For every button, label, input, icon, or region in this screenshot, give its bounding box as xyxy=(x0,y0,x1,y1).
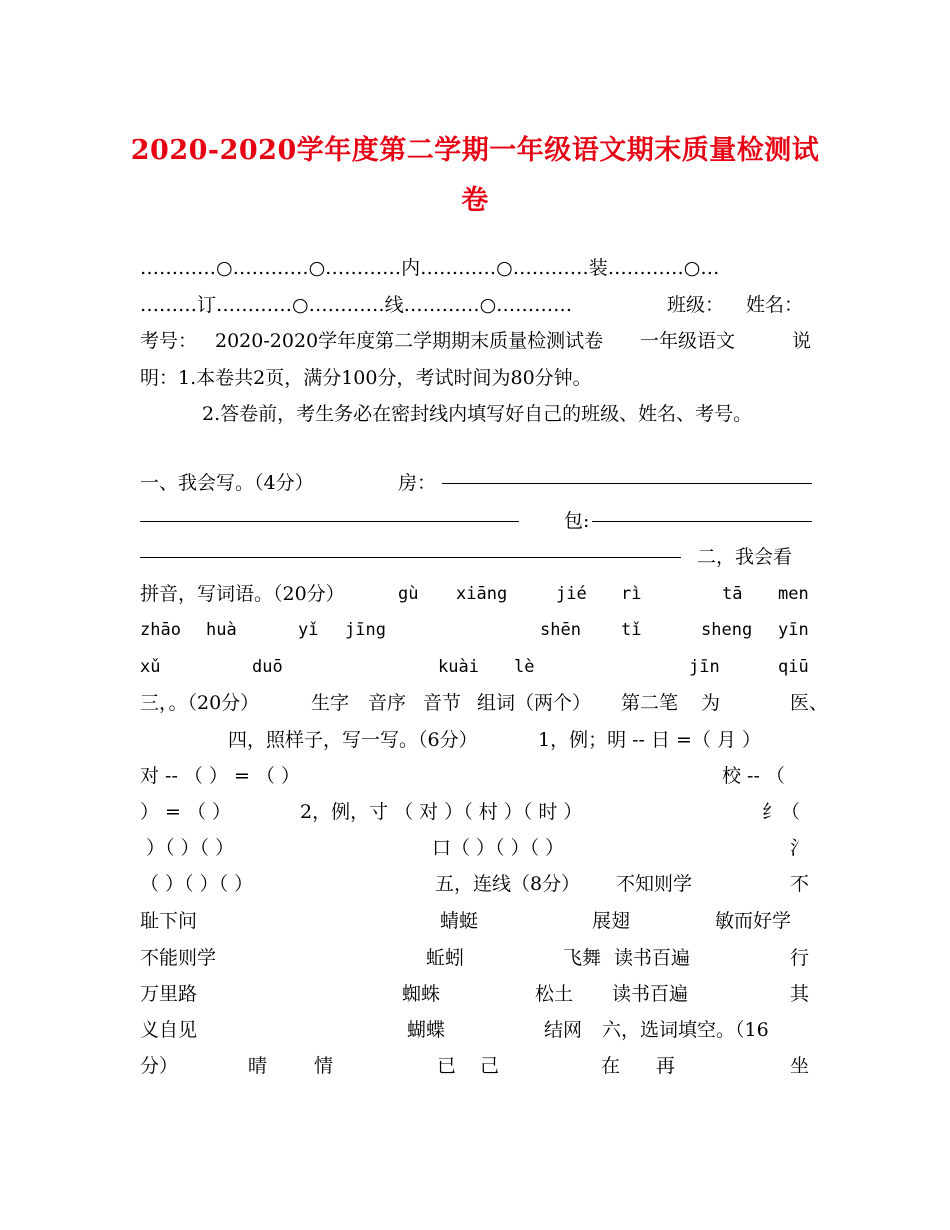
match-item: 不 xyxy=(790,873,810,895)
section-6-line-2 xyxy=(140,1048,812,1084)
word-choice: 晴 xyxy=(248,1055,268,1077)
match-item: 敏而好学 xyxy=(715,910,792,932)
pinyin-line-2 xyxy=(140,612,812,648)
subject-label: 一年级语文 xyxy=(640,330,736,352)
section-4-line-2 xyxy=(140,758,812,794)
pinyin: yǐ xyxy=(298,620,319,640)
pinyin-line-1 xyxy=(140,576,812,612)
exercise-text: 氵 xyxy=(790,837,810,859)
seal-line-2 xyxy=(140,287,812,323)
seal-line-text: ………订…………○…………线…………○………… xyxy=(140,294,573,316)
match-item: 读书百遍 xyxy=(612,983,689,1005)
seal-line-text: …………○…………○…………内…………○…………装…………○… xyxy=(140,257,720,279)
instruction-2 xyxy=(140,396,812,432)
pinyin: men xyxy=(778,584,809,604)
exam-title: 2020-2020学年度第二学期期末质量检测试卷 xyxy=(215,330,604,352)
section-5-line-2 xyxy=(140,903,812,939)
pinyin: gù xyxy=(398,584,419,604)
pinyin: yīn xyxy=(778,620,809,640)
word-choice: 己 xyxy=(480,1055,500,1077)
match-item: 松土 xyxy=(535,983,574,1005)
section-4-line-3 xyxy=(140,794,812,830)
instruction-1 xyxy=(140,360,812,396)
pinyin: sheng xyxy=(701,620,753,640)
section-4-heading: 四，照样子，写一写。（6分） xyxy=(228,729,478,751)
match-item: 其 xyxy=(790,983,810,1005)
pinyin: duō xyxy=(252,657,283,677)
exercise-text: （ ）（ ）（ ） xyxy=(140,873,254,895)
pinyin: rì xyxy=(621,584,642,604)
pinyin: jié xyxy=(556,584,587,604)
section-6-line xyxy=(140,1012,812,1048)
section-3-line xyxy=(140,685,829,721)
match-item: 飞舞 xyxy=(563,947,602,969)
match-item: 蜘蛛 xyxy=(402,983,441,1005)
col-header: 音节 xyxy=(423,692,462,714)
pinyin: kuài xyxy=(438,657,479,677)
answer-blank[interactable] xyxy=(140,539,681,576)
exercise-text: 校 -- （ xyxy=(722,765,785,787)
section-3-heading: 三，。（20分） xyxy=(140,692,260,714)
page-title: 2020-2020学年度第二学期一年级语文期末质量检测试 xyxy=(130,135,820,166)
exam-number-label: 考号： xyxy=(140,330,198,352)
word-choice: 再 xyxy=(656,1055,676,1077)
pinyin: qiū xyxy=(778,657,809,677)
instruction-text: 2.答卷前，考生务必在密封线内填写好自己的班级、姓名、考号。 xyxy=(202,403,753,425)
match-item: 蝴蝶 xyxy=(407,1019,446,1041)
exercise-text: 对 -- （ ） = （ ） xyxy=(140,765,300,787)
page-title-continued: 卷 xyxy=(461,185,489,216)
class-label: 班级： xyxy=(667,294,725,316)
section-4-line xyxy=(140,722,812,758)
section-2-heading-cont: 拼音，写词语。（20分） xyxy=(140,583,345,605)
seal-line-1 xyxy=(140,250,812,286)
col-header: 第二笔 xyxy=(621,692,679,714)
pinyin: tǐ xyxy=(621,620,642,640)
pinyin: huà xyxy=(206,620,237,640)
instruction-text: 明：1.本卷共2页，满分100分，考试时间为80分钟。 xyxy=(140,367,592,389)
example-text: 1，例；明 -- 日 =（ 月 ） xyxy=(538,729,762,751)
word-choice: 情 xyxy=(314,1055,334,1077)
name-label: 姓名： xyxy=(746,294,804,316)
pinyin: shēn xyxy=(540,620,581,640)
section-5-line xyxy=(140,866,812,902)
char-bao-label: 包: xyxy=(564,510,590,532)
pinyin: jīng xyxy=(345,620,386,640)
section-6-heading-cont: 分） xyxy=(140,1055,179,1077)
pinyin: xiāng xyxy=(456,584,508,604)
word-choice: 已 xyxy=(437,1055,457,1077)
pinyin: xǔ xyxy=(140,657,161,677)
exercise-text: 纟（ xyxy=(762,801,801,823)
notes-label: 说 xyxy=(792,330,812,352)
exercise-text: ）（ ）（ ） xyxy=(146,837,235,859)
pinyin: zhāo xyxy=(140,620,181,640)
match-item: 耻下问 xyxy=(140,910,198,932)
section-4-line-4 xyxy=(140,830,812,866)
col-header: 为 xyxy=(701,692,721,714)
match-item: 万里路 xyxy=(140,983,198,1005)
section-1-heading: 一、我会写。（4分） xyxy=(140,472,314,494)
section-1-line xyxy=(140,465,812,501)
match-item: 展翅 xyxy=(592,910,631,932)
exercise-text: ） = （ ） xyxy=(140,801,232,823)
word-choice: 在 xyxy=(601,1055,621,1077)
pinyin-line-3 xyxy=(140,649,812,685)
table-cell: 医、 xyxy=(790,692,829,714)
char-fang-label: 房： xyxy=(398,472,437,494)
header-line xyxy=(140,323,812,359)
word-choice: 坐 xyxy=(790,1055,810,1077)
match-item: 读书百遍 xyxy=(614,947,691,969)
match-item: 行 xyxy=(790,947,810,969)
match-item: 不能则学 xyxy=(140,947,217,969)
col-header: 生字 xyxy=(311,692,350,714)
match-item: 义自见 xyxy=(140,1019,198,1041)
section-6-heading: 六，选词填空。（16 xyxy=(602,1019,769,1041)
pinyin: tā xyxy=(722,584,743,604)
section-2-heading: 二，我会看 xyxy=(697,546,793,568)
section-5-line-4 xyxy=(140,976,812,1012)
example-text: 2，例，寸 （ 对 ）（ 村 ）（ 时 ） xyxy=(300,801,583,823)
match-item: 蜻蜓 xyxy=(440,910,479,932)
pinyin: jīn xyxy=(689,657,720,677)
section-2-line xyxy=(140,539,812,575)
pinyin: lè xyxy=(514,657,535,677)
exercise-text: 口（ ）（ ）（ ） xyxy=(432,837,565,859)
section-5-heading: 五，连线（8分） xyxy=(435,873,581,895)
match-item: 蚯蚓 xyxy=(426,947,465,969)
col-header: 音序 xyxy=(368,692,407,714)
section-5-line-3 xyxy=(140,940,812,976)
match-item: 结网 xyxy=(544,1019,583,1041)
col-header: 组词（两个） xyxy=(477,692,592,714)
match-item: 不知则学 xyxy=(616,873,693,895)
